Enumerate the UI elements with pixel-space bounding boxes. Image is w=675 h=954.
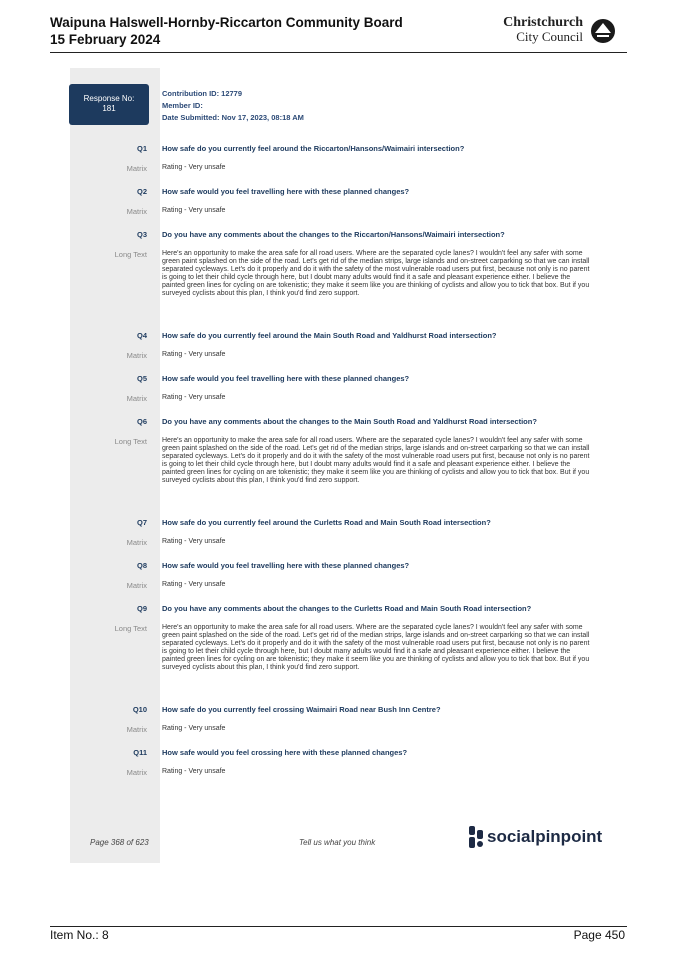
submission-meta [162,88,304,124]
question-text: Do you have any comments about the changes to the Curletts Road and Main South Road intersection? [162,604,532,613]
page-number: Page 450 [573,928,625,942]
document-header [50,14,403,48]
item-number: Item No.: 8 [50,928,109,942]
answer-text: Here's an opportunity to make the area safe for all road users. Where are the separated cycle lanes? I wouldn't feel any safer with some green paint splashed on the side of the road. Let's get rid of the median strips, large islands and on-street carparking so that we can install separated cycleways. Let's do it properly and do it with the safety of the most vulnerable road users put first, because not only is no parent is going to let their child cycle through here, but I doubt many adults would find it a safe and pleasant experience either. I believe the painted green lines for cycling on are tokenistic; they make it seem like you are thinking of cyclists and allow you to tick that box. But if you surveyed cyclists about this plan, I think you'd find zero support. [162,437,590,485]
response-badge-number: 181 [102,104,116,113]
question-text: How safe do you currently feel around the Riccarton/Hansons/Waimairi intersection? [162,144,465,153]
header-rule [50,52,627,53]
response-badge-label: Response No: [83,94,135,103]
member-label: Member ID: [162,101,203,110]
answer-text: Rating - Very unsafe [162,207,226,214]
question-type: Matrix [126,538,147,547]
question-text: How safe do you currently feel around the Main South Road and Yaldhurst Road intersection? [162,331,497,340]
question-number: Q9 [136,604,147,613]
question-number: Q8 [136,561,147,570]
council-emblem-icon [589,17,617,45]
question-type: Matrix [126,394,147,403]
socialpinpoint-mark-icon [469,826,483,848]
logo-line-2: City Council [516,29,583,44]
response-badge [69,84,149,125]
question-number: Q6 [136,417,147,426]
answer-text: Rating - Very unsafe [162,394,226,401]
answer-text: Here's an opportunity to make the area safe for all road users. Where are the separated cycle lanes? I wouldn't feel any safer with some green paint splashed on the side of the road. Let's get rid of the median strips, large islands and on-street carparking so that we can install separated cycleways. Let's do it properly and do it with the safety of the most vulnerable road users put first, because not only is no parent is going to let their child cycle through here, but I doubt many adults would find it a safe and pleasant experience either. I believe the painted green lines for cycling on are tokenistic; they make it seem like you are thinking of cyclists and allow you to tick that box. But if you surveyed cyclists about this plan, I think you'd find zero support. [162,250,590,298]
answer-text: Rating - Very unsafe [162,725,226,732]
question-type: Matrix [126,351,147,360]
question-number: Q11 [133,748,147,757]
socialpinpoint-wordmark: socialpinpoint [487,827,603,846]
contribution-label: Contribution ID: [162,89,220,98]
question-number: Q1 [136,144,147,153]
question-number: Q4 [136,331,147,340]
question-type: Long Text [114,624,147,633]
answer-text: Rating - Very unsafe [162,164,226,171]
contribution-id: 12779 [221,89,243,98]
logo-line-1: Christchurch [503,15,583,30]
socialpinpoint-logo [469,826,602,848]
question-type: Long Text [114,250,147,259]
question-text: How safe would you feel travelling here with these planned changes? [162,561,410,570]
question-text: How safe would you feel travelling here with these planned changes? [162,374,410,383]
submission-sheet [55,68,627,864]
header-date: 15 February 2024 [50,32,161,47]
question-text: How safe do you currently feel crossing Waimairi Road near Bush Inn Centre? [162,705,441,714]
question-number: Q3 [136,230,147,239]
answer-text: Rating - Very unsafe [162,538,226,545]
date-label: Date Submitted: [162,113,220,122]
answer-text: Rating - Very unsafe [162,768,226,775]
question-text: How safe would you feel crossing here with these planned changes? [162,748,408,757]
question-number: Q7 [136,518,147,527]
question-number: Q2 [136,187,147,196]
date-value: Nov 17, 2023, 08:18 AM [221,113,304,122]
question-type: Matrix [126,581,147,590]
inner-page-number: Page 368 of 623 [90,838,149,847]
question-number: Q5 [136,374,147,383]
council-logo [503,16,583,44]
answer-text: Rating - Very unsafe [162,351,226,358]
question-type: Long Text [114,437,147,446]
answer-text: Rating - Very unsafe [162,581,226,588]
question-text: Do you have any comments about the changes to the Main South Road and Yaldhurst Road intersection? [162,417,537,426]
question-number: Q10 [132,705,147,714]
question-text: Do you have any comments about the changes to the Riccarton/Hansons/Waimairi intersection? [162,230,505,239]
question-type: Matrix [126,768,147,777]
answer-text: Here's an opportunity to make the area safe for all road users. Where are the separated cycle lanes? I wouldn't feel any safer with some green paint splashed on the side of the road. Let's get rid of the median strips, large islands and on-street carparking so that we can install separated cycleways. Let's do it properly and do it with the safety of the most vulnerable road users put first, because not only is no parent is going to let their child cycle through here, but I doubt many adults would find it a safe and pleasant experience either. I believe the painted green lines for cycling on are tokenistic; they make it seem like you are thinking of cyclists and allow you to tick that box. But if you surveyed cyclists about this plan, I think you'd find zero support. [162,624,590,672]
question-type: Matrix [126,164,147,173]
tagline: Tell us what you think [299,838,376,847]
question-type: Matrix [126,207,147,216]
question-text: How safe do you currently feel around the Curletts Road and Main South Road intersection? [162,518,491,527]
header-title: Waipuna Halswell-Hornby-Riccarton Community Board [50,15,403,30]
question-type: Matrix [126,725,147,734]
question-text: How safe would you feel travelling here with these planned changes? [162,187,410,196]
footer-rule [50,926,627,927]
